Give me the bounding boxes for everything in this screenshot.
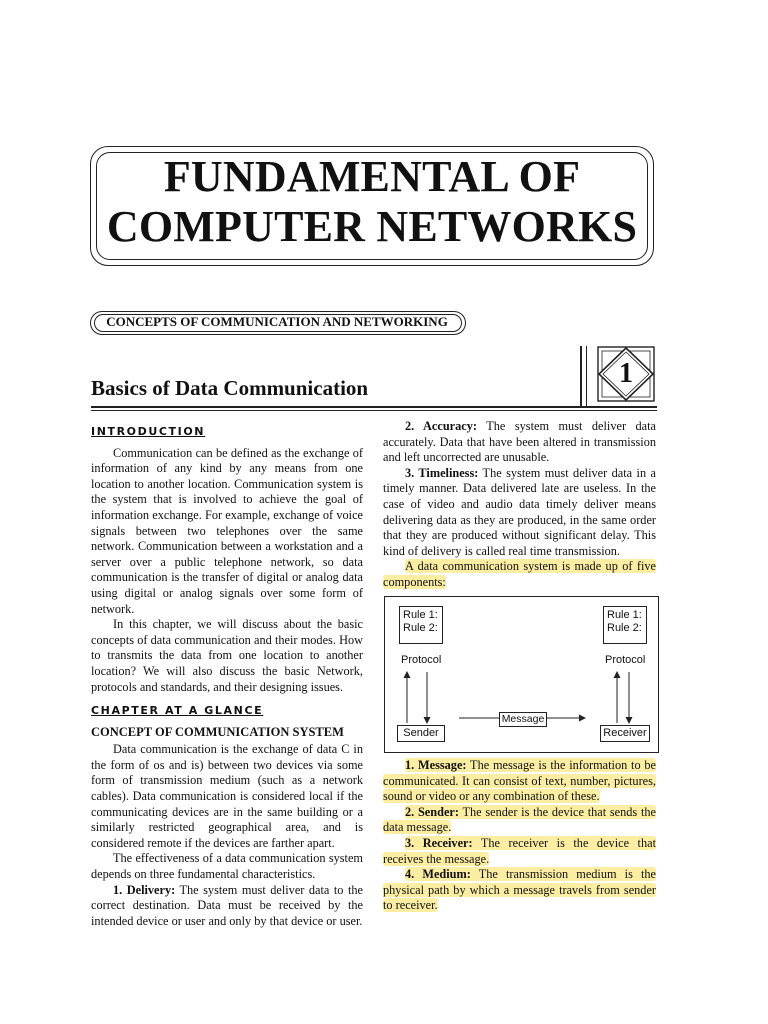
receiver-label: 3. Receiver: [405, 835, 473, 850]
components-intro-paragraph [383, 559, 656, 590]
right-rule-1: Rule 1: [607, 609, 642, 621]
delivery-paragraph [91, 883, 363, 930]
delivery-text: The system must deliver data to the correct destination. Data must be received by the intended device or user and only by that device or user. [91, 882, 363, 928]
receiver-text: The receiver is the device that receives the message. [383, 835, 656, 866]
timeliness-label: 3. Timeliness: [405, 465, 479, 480]
concept-heading: CONCEPT OF COMMUNICATION SYSTEM [91, 724, 344, 739]
sender-highlight [383, 805, 656, 835]
message-text: The message is the information to be communicated. It can consist of text, number, pictures, sound or video or any combination of these. [383, 758, 656, 804]
timeliness-paragraph [383, 466, 656, 560]
right-rule-2: Rule 2: [607, 622, 642, 634]
chapter-number: 1 [619, 358, 633, 389]
timeliness-text: The system must deliver data in a timely manner. Data delivered late are useless. In the case of video and audio data timely deliver means delivering data as they are produced, in the same order that they are produced without significant delay. This kind of delivery is called real time transmission. [383, 465, 657, 558]
header-divider-thin [586, 346, 587, 406]
right-column-components [383, 758, 656, 914]
message-box: Message [499, 712, 547, 727]
left-column [91, 420, 363, 929]
communication-diagram [384, 596, 659, 753]
medium-paragraph [383, 867, 656, 914]
concept-paragraph-2: The effectiveness of a data communication system depends on three fundamental characteristics. [91, 851, 363, 882]
sender-text: The sender is the device that sends the data message. [383, 804, 656, 835]
section-title: Basics of Data Communication [91, 376, 369, 400]
page-title [92, 152, 652, 252]
message-highlight [383, 758, 656, 803]
receiver-box: Receiver [600, 725, 650, 742]
intro-paragraph-2: In this chapter, we will discuss about the basic concepts of data communication and their modes. How to transmits the data from one location to another location? We will also discuss the basic Network, protocols and standards, and their designing issues. [91, 617, 363, 694]
right-protocol-label: Protocol [605, 654, 646, 666]
header-divider [580, 346, 582, 406]
message-paragraph [383, 758, 656, 805]
section-rule [91, 406, 657, 408]
receiver-highlight [383, 836, 656, 866]
concept-paragraph-1: Data communication is the exchange of data C in the form of os and is) between two devices via some form of transmission medium (such as a network cables). Data communication is considered local if the communicating devices are in the same building or a similarly restricted geographical area, and is considered remote if the devices are farther apart. [91, 742, 363, 850]
title-line-1: FUNDAMENTAL OF [163, 152, 581, 201]
sender-paragraph [383, 805, 656, 836]
section-rule-thin [91, 410, 657, 411]
concepts-pill-label: CONCEPTS OF COMMUNICATION AND NETWORKING [106, 314, 448, 329]
delivery-label: 1. Delivery: [113, 882, 176, 897]
chapter-badge [597, 346, 655, 402]
title-line-2: COMPUTER NETWORKS [106, 202, 638, 251]
medium-text: The transmission medium is the physical path by which a message travels from sender to receiver. [383, 867, 657, 913]
receiver-paragraph [383, 836, 656, 867]
message-label: 1. Message: [405, 758, 467, 772]
accuracy-text: The system must deliver data accurately. Data that have been altered in transmission and left uncorrected are unusable. [383, 419, 657, 465]
introduction-heading: INTRODUCTION [91, 425, 206, 438]
intro-paragraph-1: Communication can be defined as the exchange of information of any kind by any means from one location to another location. Communication system is the system that is involved to achieve the goal of information exchange. For example, exchange of voice signals between two telephones over the same network. Communication between a workstation and a server over a public telephone network, so data communication is the transfer of digital or analog data using digital or analog signals over some form of network. [91, 445, 363, 616]
left-rule-1: Rule 1: [403, 609, 438, 621]
chapter-at-a-glance-heading: CHAPTER AT A GLANCE [91, 704, 264, 718]
sender-box: Sender [397, 725, 445, 742]
sender-label: 2. Sender: [405, 804, 459, 819]
right-column-top [383, 419, 656, 591]
medium-highlight [383, 867, 656, 912]
medium-label: 4. Medium: [405, 867, 471, 882]
left-protocol-label: Protocol [401, 654, 442, 666]
left-rule-2: Rule 2: [403, 622, 438, 634]
components-intro-text: A data communication system is made up of five components: [383, 559, 656, 589]
accuracy-paragraph [383, 419, 656, 466]
accuracy-label: 2. Accuracy: [405, 419, 477, 433]
